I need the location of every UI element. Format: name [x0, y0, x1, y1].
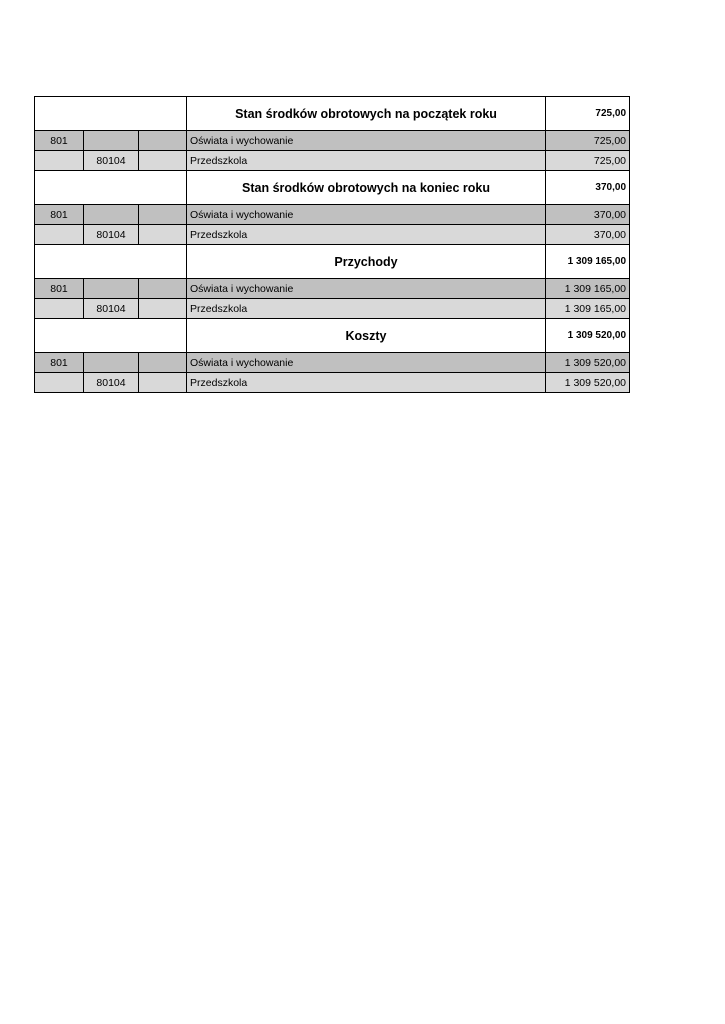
table-row: [35, 353, 630, 373]
financial-table: [34, 96, 630, 393]
amount-cell: 370,00: [546, 225, 630, 245]
dzial-cell: [35, 299, 84, 319]
name-cell: Oświata i wychowanie: [187, 131, 546, 151]
table-row: [35, 279, 630, 299]
table-row: [35, 299, 630, 319]
section-header-row: [35, 245, 630, 279]
section-header-blank: [35, 171, 187, 205]
section-total: 370,00: [546, 171, 630, 205]
paragraf-cell: [139, 225, 187, 245]
name-cell: Przedszkola: [187, 373, 546, 393]
rozdzial-cell: 80104: [84, 225, 139, 245]
amount-cell: 1 309 520,00: [546, 353, 630, 373]
amount-cell: 725,00: [546, 131, 630, 151]
name-cell: Przedszkola: [187, 225, 546, 245]
rozdzial-cell: 80104: [84, 151, 139, 171]
paragraf-cell: [139, 151, 187, 171]
dzial-cell: 801: [35, 353, 84, 373]
name-cell: Przedszkola: [187, 151, 546, 171]
dzial-cell: [35, 373, 84, 393]
section-header-row: [35, 171, 630, 205]
rozdzial-cell: [84, 279, 139, 299]
amount-cell: 725,00: [546, 151, 630, 171]
dzial-cell: 801: [35, 205, 84, 225]
section-total: 1 309 520,00: [546, 319, 630, 353]
amount-cell: 1 309 165,00: [546, 279, 630, 299]
rozdzial-cell: 80104: [84, 299, 139, 319]
paragraf-cell: [139, 299, 187, 319]
amount-cell: 1 309 165,00: [546, 299, 630, 319]
name-cell: Oświata i wychowanie: [187, 279, 546, 299]
paragraf-cell: [139, 373, 187, 393]
paragraf-cell: [139, 279, 187, 299]
paragraf-cell: [139, 131, 187, 151]
rozdzial-cell: 80104: [84, 373, 139, 393]
section-title: Stan środków obrotowych na początek roku: [187, 97, 546, 131]
rozdzial-cell: [84, 131, 139, 151]
dzial-cell: 801: [35, 131, 84, 151]
name-cell: Oświata i wychowanie: [187, 353, 546, 373]
paragraf-cell: [139, 205, 187, 225]
table-row: [35, 205, 630, 225]
section-title: Przychody: [187, 245, 546, 279]
section-header-blank: [35, 319, 187, 353]
table-row: [35, 225, 630, 245]
rozdzial-cell: [84, 353, 139, 373]
section-total: 725,00: [546, 97, 630, 131]
dzial-cell: [35, 151, 84, 171]
section-header-blank: [35, 245, 187, 279]
section-header-row: [35, 97, 630, 131]
section-total: 1 309 165,00: [546, 245, 630, 279]
section-title: Koszty: [187, 319, 546, 353]
paragraf-cell: [139, 353, 187, 373]
section-title: Stan środków obrotowych na koniec roku: [187, 171, 546, 205]
amount-cell: 370,00: [546, 205, 630, 225]
section-header-blank: [35, 97, 187, 131]
table-row: [35, 373, 630, 393]
amount-cell: 1 309 520,00: [546, 373, 630, 393]
dzial-cell: [35, 225, 84, 245]
dzial-cell: 801: [35, 279, 84, 299]
table-row: [35, 131, 630, 151]
name-cell: Przedszkola: [187, 299, 546, 319]
section-header-row: [35, 319, 630, 353]
name-cell: Oświata i wychowanie: [187, 205, 546, 225]
table-row: [35, 151, 630, 171]
rozdzial-cell: [84, 205, 139, 225]
